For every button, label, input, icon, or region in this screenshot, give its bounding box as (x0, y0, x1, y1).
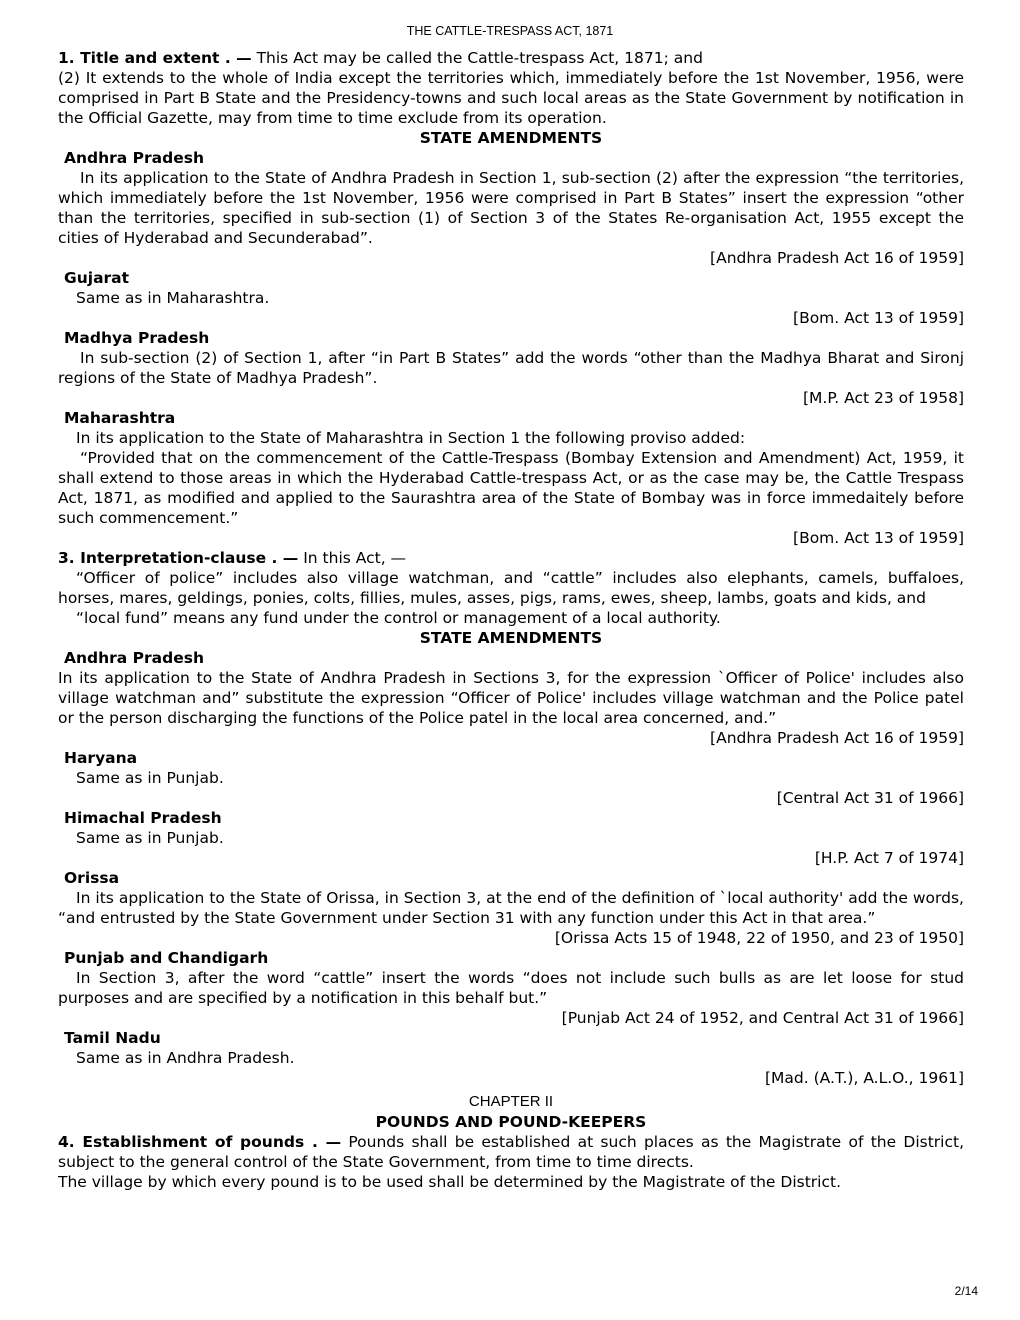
amendment-text: Same as in Maharashtra. (76, 289, 270, 307)
state-name: Maharashtra (64, 409, 176, 427)
section-3-heading: 3. Interpretation-clause . — (58, 549, 299, 567)
chapter-title: POUNDS AND POUND-KEEPERS (375, 1113, 647, 1131)
amendment-citation: [Punjab Act 24 of 1952, and Central Act 31 of 1966] (561, 1009, 964, 1027)
section-3-text: In this Act, — (298, 549, 407, 567)
amendment-citation: [Andhra Pradesh Act 16 of 1959] (710, 249, 964, 267)
amendment-text: In its application to the State of Maharashtra in Section 1 the following proviso added: (76, 429, 746, 447)
section-4-text-2: The village by which every pound is to be used shall be determined by the Magistrate of the District. (58, 1173, 841, 1191)
state-name: Punjab and Chandigarh (64, 949, 269, 967)
state-name: Haryana (64, 749, 138, 767)
definition-text: “Officer of police” includes also village watchman, and “cattle” includes also elephants, camels, buffaloes, horses, mares, geldings, ponies, colts, fillies, mules, asses, pigs, rams, ewes, sheep, lambs, goats and kids, and (58, 569, 964, 607)
state-amendments-title: STATE AMENDMENTS (419, 629, 603, 647)
amendment-citation: [Orissa Acts 15 of 1948, 22 of 1950, and 23 of 1950] (554, 929, 964, 947)
amendment-citation: [Bom. Act 13 of 1959] (793, 309, 964, 327)
section-4 (58, 1132, 964, 1172)
section-3 (58, 548, 964, 568)
amendment-text: In its application to the State of Andhra Pradesh in Sections 3, for the expression `Officer of Police' includes also village watchman and” substitute the expression “Officer of Police' includes village watchman and the Police patel or the person discharging the functions of the Police patel in the local area concerned, and.” (58, 669, 964, 727)
amendment-text: Same as in Punjab. (76, 829, 224, 847)
amendment-citation: [Andhra Pradesh Act 16 of 1959] (710, 729, 964, 747)
state-name: Gujarat (64, 269, 130, 287)
section-1-subsection-2: (2) It extends to the whole of India except the territories which, immediately before the 1st November, 1956, were comprised in Part B State and the Presidency-towns and such local areas as the State Government by notification in the Official Gazette, may from time to time exclude from its operation. (58, 69, 964, 127)
state-name: Madhya Pradesh (64, 329, 210, 347)
state-name: Himachal Pradesh (64, 809, 222, 827)
definition-text: “local fund” means any fund under the control or management of a local authority. (76, 609, 721, 627)
amendment-text: In Section 3, after the word “cattle” insert the words “does not include such bulls as are let loose for stud purposes and are specified by a notification in this behalf but.” (58, 969, 964, 1007)
amendment-text: In its application to the State of Orissa, in Section 3, at the end of the definition of `local authority' add the words, “and entrusted by the State Government under Section 31 with any function under this Act in that area.” (58, 889, 964, 927)
section-1 (58, 48, 964, 68)
amendment-proviso: “Provided that on the commencement of the Cattle-Trespass (Bombay Extension and Amendment) Act, 1959, it shall extend to those areas in which the Hyderabad Cattle-trespass Act, or as the case may be, the Cattle Trespass Act, 1871, as modified and applied to the Saurashtra area of the State of Bombay was in force immedaitely before such commencement.” (58, 449, 964, 527)
page-number: 2/14 (954, 1284, 978, 1298)
state-name: Andhra Pradesh (64, 149, 204, 167)
section-4-text: Pounds shall be established at such places as the Magistrate of the District, subject to the general control of the State Government, from time to time directs. (58, 1133, 964, 1171)
amendment-text: Same as in Andhra Pradesh. (76, 1049, 295, 1067)
section-4-heading: 4. Establishment of pounds . — (58, 1133, 342, 1151)
state-name: Orissa (64, 869, 120, 887)
amendment-citation: [H.P. Act 7 of 1974] (814, 849, 964, 867)
amendment-citation: [M.P. Act 23 of 1958] (802, 389, 964, 407)
section-1-text: This Act may be called the Cattle-trespass Act, 1871; and (251, 49, 703, 67)
amendment-text: Same as in Punjab. (76, 769, 224, 787)
amendment-citation: [Central Act 31 of 1966] (776, 789, 964, 807)
section-1-heading: 1. Title and extent . — (58, 49, 252, 67)
amendment-text: In sub-section (2) of Section 1, after “in Part B States” add the words “other than the Madhya Bharat and Sironj regions of the State of Madhya Pradesh”. (58, 349, 964, 387)
amendment-citation: [Bom. Act 13 of 1959] (793, 529, 964, 547)
state-name: Andhra Pradesh (64, 649, 204, 667)
state-name: Tamil Nadu (64, 1029, 161, 1047)
state-amendments-title: STATE AMENDMENTS (419, 129, 603, 147)
amendment-citation: [Mad. (A.T.), A.L.O., 1961] (764, 1069, 964, 1087)
amendment-text: In its application to the State of Andhra Pradesh in Section 1, sub-section (2) after the expression “the territories, which immediately before the 1st November, 1956 were comprised in Part B States” insert the expression “other than the territories, specified in sub-section (1) of Section 3 of the States Re-organisation Act, 1955 except the cities of Hyderabad and Secunderabad”. (58, 169, 964, 247)
running-header: THE CATTLE-TRESPASS ACT, 1871 (406, 24, 614, 38)
document-body (58, 48, 964, 1192)
chapter-label: CHAPTER II (468, 1093, 554, 1110)
